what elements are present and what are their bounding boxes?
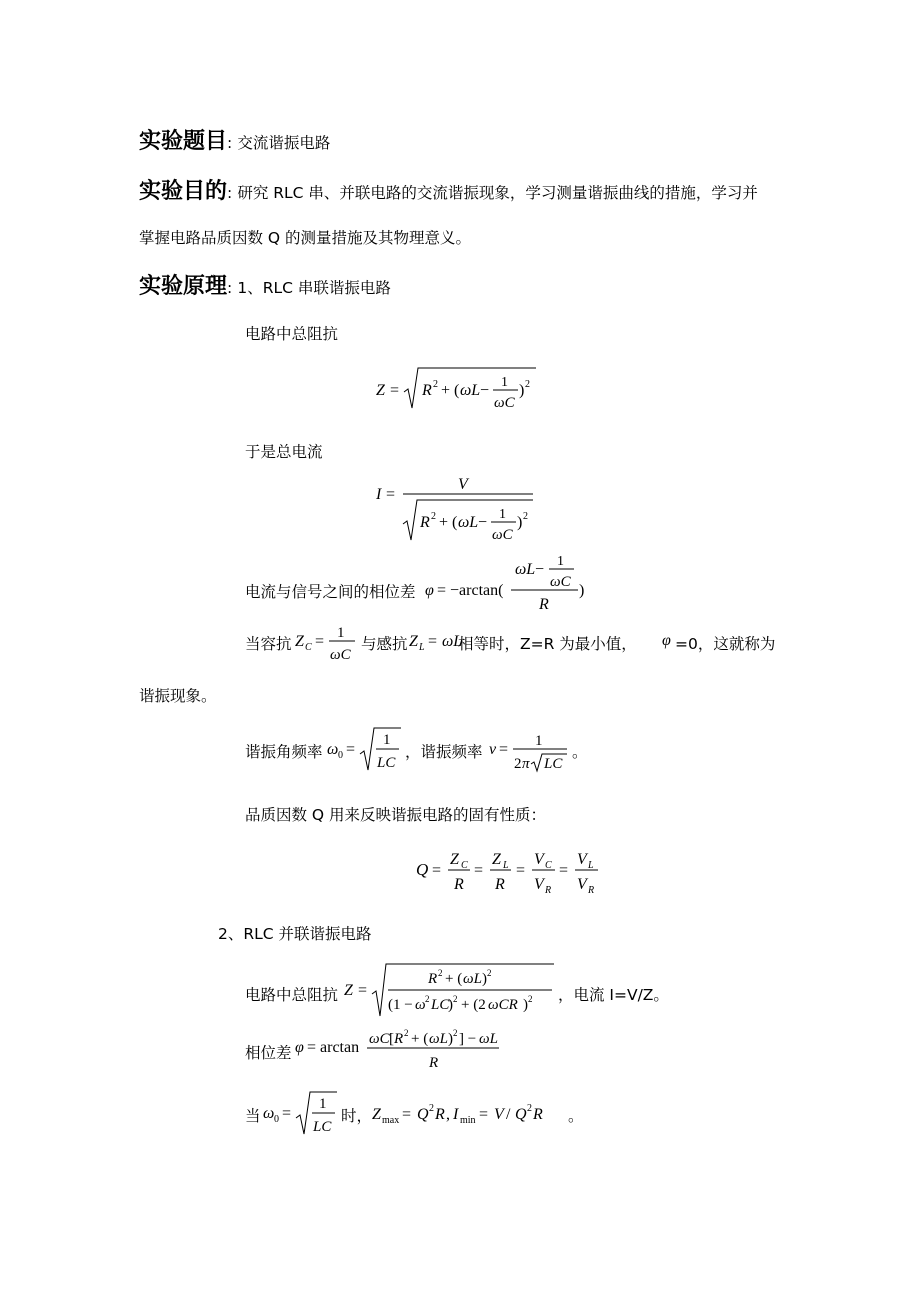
parallel-current-text: ，电流 I=V/Z。 (558, 986, 669, 1004)
svg-text:Z: Z (450, 851, 459, 868)
svg-text:): ) (448, 1031, 453, 1047)
svg-text:1: 1 (501, 375, 508, 390)
svg-text:Q: Q (416, 860, 429, 879)
svg-text:ω: ω (263, 1105, 275, 1122)
svg-text:=: = (346, 741, 356, 758)
svg-text:V: V (494, 1106, 504, 1123)
svg-text:Z: Z (295, 633, 304, 650)
parallel-phase-formula (293, 1024, 533, 1076)
series-phase-label: 电流与信号之间的相位差 (245, 583, 416, 601)
svg-text:1: 1 (337, 625, 345, 641)
parallel-impedance-label: 电路中总阻抗 (245, 986, 339, 1004)
svg-text:φ: φ (295, 1039, 304, 1056)
svg-text:L: L (419, 642, 425, 653)
svg-text:ωL: ωL (429, 1031, 448, 1047)
title-text: 交流谐振电路 (237, 134, 331, 152)
purpose-line1: 研究 RLC 串、并联电路的交流谐振现象，学习测量谐振曲线的措施，学习并 (237, 184, 758, 202)
quality-factor-formula (412, 842, 612, 898)
svg-text:V: V (577, 851, 587, 868)
svg-text:L: L (503, 860, 509, 871)
parallel-time-label: 时， (341, 1107, 373, 1125)
svg-text:R: R (429, 1055, 439, 1071)
svg-text:=: = (516, 862, 526, 879)
svg-text:C: C (545, 860, 552, 871)
svg-text:): ) (523, 997, 528, 1013)
svg-text:C: C (461, 860, 468, 871)
svg-text:R: R (428, 971, 438, 987)
svg-text:ωC: ωC (494, 395, 515, 411)
svg-text:V: V (577, 876, 587, 893)
svg-text:max: max (382, 1115, 400, 1126)
svg-text:(1 −: (1 − (388, 997, 413, 1013)
svg-text:=: = (386, 486, 396, 503)
freq-formula (487, 728, 573, 776)
svg-text:ωC: ωC (492, 527, 513, 543)
svg-text:2: 2 (453, 994, 458, 1004)
series-equal-text: 相等时，Z=R 为最小值， (458, 635, 637, 653)
svg-text:1: 1 (499, 507, 506, 522)
parallel-phase-label: 相位差 (245, 1044, 292, 1062)
svg-text:Z: Z (492, 851, 501, 868)
svg-text:R: R (420, 514, 430, 531)
svg-text:ωL: ωL (458, 514, 479, 531)
freq-label: ，谐振频率 (405, 743, 483, 761)
series-cap-label: 当容抗 (245, 635, 292, 653)
svg-text:=: = (282, 1105, 292, 1122)
svg-text:] −: ] − (459, 1031, 477, 1047)
svg-text:=: = (499, 741, 509, 758)
svg-text:φ: φ (425, 582, 434, 599)
svg-text:I: I (453, 1106, 459, 1123)
capacitive-reactance-formula (293, 620, 363, 668)
svg-text:L: L (588, 860, 594, 871)
svg-text:1: 1 (383, 732, 391, 748)
title-sep: : (227, 134, 233, 152)
svg-text:2: 2 (453, 1028, 458, 1038)
svg-text:LC: LC (431, 997, 450, 1013)
svg-text:1: 1 (557, 554, 564, 569)
svg-text:LC: LC (544, 756, 563, 772)
svg-text:): ) (519, 382, 525, 399)
svg-text:): ) (579, 582, 585, 599)
freq-period: 。 (572, 743, 588, 761)
svg-text:Q: Q (417, 1106, 429, 1123)
svg-text:0: 0 (338, 750, 343, 761)
svg-text:2: 2 (528, 994, 533, 1004)
svg-text:min: min (460, 1115, 476, 1126)
svg-text:1: 1 (535, 733, 543, 749)
svg-text:V: V (534, 851, 544, 868)
svg-text:I: I (376, 486, 382, 503)
series-ind-label: 与感抗 (361, 635, 408, 653)
svg-text:Z: Z (409, 633, 418, 650)
angular-freq-formula (325, 724, 405, 776)
svg-text:Z: Z (344, 982, 353, 999)
svg-text:Z: Z (372, 1106, 381, 1123)
svg-text:V: V (534, 876, 544, 893)
series-wrap-text: 谐振现象。 (139, 687, 217, 705)
phi-symbol: φ (662, 632, 671, 649)
svg-text:R: R (495, 876, 505, 893)
svg-text:2: 2 (431, 511, 436, 522)
parallel-impedance-formula (342, 958, 562, 1022)
principle-sep: : (227, 279, 233, 297)
purpose-line2: 掌握电路品质因数 Q 的测量措施及其物理意义。 (139, 229, 472, 247)
svg-text:2: 2 (525, 379, 530, 390)
svg-text:2: 2 (487, 968, 492, 978)
svg-text:2: 2 (527, 1103, 532, 1114)
svg-text:R: R (394, 1031, 404, 1047)
svg-text:=: = (432, 862, 442, 879)
svg-text:2: 2 (404, 1028, 409, 1038)
svg-text:+ (: + ( (439, 514, 458, 531)
parallel-resonance-formula (261, 1088, 341, 1140)
quality-factor-label: 品质因数 Q 用来反映谐振电路的固有性质： (245, 806, 547, 824)
svg-text:−: − (480, 382, 490, 399)
svg-text:/: / (506, 1106, 511, 1123)
svg-text:ωC: ωC (369, 1031, 390, 1047)
svg-text:): ) (448, 997, 453, 1013)
parallel-heading: 2、RLC 并联谐振电路 (218, 925, 372, 943)
svg-text:−: − (535, 561, 545, 578)
svg-text:[: [ (389, 1031, 394, 1047)
principle-heading: 实验原理 (139, 274, 228, 299)
svg-text:0: 0 (274, 1114, 279, 1125)
svg-text:R: R (454, 876, 464, 893)
svg-text:ωL: ωL (515, 561, 536, 578)
parallel-extremes-formula (370, 1096, 570, 1132)
svg-text:=: = (479, 1106, 489, 1123)
svg-text:R: R (422, 382, 432, 399)
svg-text:R: R (588, 885, 595, 896)
svg-text:ν: ν (489, 741, 497, 758)
svg-text:ωL: ωL (460, 382, 481, 399)
svg-text:R: R (435, 1106, 445, 1123)
svg-text:ωC: ωC (550, 574, 571, 590)
svg-text:LC: LC (313, 1119, 332, 1135)
svg-text:R: R (545, 885, 552, 896)
svg-text:1: 1 (319, 1096, 327, 1112)
svg-text:R: R (539, 596, 549, 613)
svg-text:+ (: + ( (441, 382, 460, 399)
series-phi-zero: =0，这就称为 (675, 635, 776, 653)
parallel-when-label: 当 (245, 1107, 261, 1125)
svg-text:=: = (390, 382, 400, 399)
svg-text:ω: ω (327, 741, 339, 758)
svg-text:ωC: ωC (330, 647, 351, 663)
svg-text:LC: LC (377, 755, 396, 771)
series-phase-formula (423, 550, 593, 614)
svg-text:=: = (428, 633, 438, 650)
svg-text:2: 2 (433, 379, 438, 390)
svg-text:,: , (446, 1106, 450, 1123)
svg-text:): ) (482, 971, 487, 987)
svg-text:V: V (458, 476, 468, 493)
svg-text:ωL: ωL (463, 971, 482, 987)
svg-text:= arctan: = arctan (307, 1039, 360, 1056)
parallel-period: 。 (568, 1107, 584, 1125)
svg-text:2: 2 (514, 756, 522, 772)
svg-text:Z: Z (376, 382, 385, 399)
svg-text:π: π (522, 756, 530, 772)
svg-text:=: = (474, 862, 484, 879)
svg-text:C: C (305, 642, 312, 653)
svg-text:=: = (402, 1106, 412, 1123)
series-impedance-formula (370, 362, 550, 418)
svg-text:−: − (478, 514, 488, 531)
svg-text:2: 2 (523, 511, 528, 522)
svg-text:=: = (315, 633, 325, 650)
svg-text:ω: ω (415, 997, 426, 1013)
svg-text:+ (: + ( (411, 1031, 429, 1047)
svg-text:R: R (533, 1106, 543, 1123)
title-row (139, 124, 330, 155)
purpose-heading: 实验目的 (139, 179, 228, 204)
svg-text:ωL: ωL (479, 1031, 498, 1047)
series-impedance-label: 电路中总阻抗 (245, 325, 339, 343)
series-heading: 1、RLC 串联谐振电路 (237, 279, 391, 297)
svg-text:Q: Q (515, 1106, 527, 1123)
svg-text:+ (2: + (2 (461, 997, 486, 1013)
svg-text:= −arctan(: = −arctan( (437, 582, 504, 599)
title-heading: 实验题目 (139, 129, 228, 154)
principle-row (139, 269, 391, 300)
svg-text:): ) (517, 514, 523, 531)
svg-text:+ (: + ( (445, 971, 463, 987)
svg-text:2: 2 (425, 994, 430, 1004)
svg-text:=: = (358, 982, 368, 999)
svg-text:=: = (559, 862, 569, 879)
svg-text:ωCR: ωCR (488, 997, 518, 1013)
purpose-row (139, 174, 758, 205)
svg-text:ωL: ωL (442, 633, 463, 650)
svg-text:2: 2 (429, 1103, 434, 1114)
series-current-formula (370, 472, 550, 548)
angular-freq-label: 谐振角频率 (245, 743, 323, 761)
series-current-label: 于是总电流 (245, 443, 323, 461)
svg-text:2: 2 (438, 968, 443, 978)
purpose-sep: : (227, 184, 233, 202)
